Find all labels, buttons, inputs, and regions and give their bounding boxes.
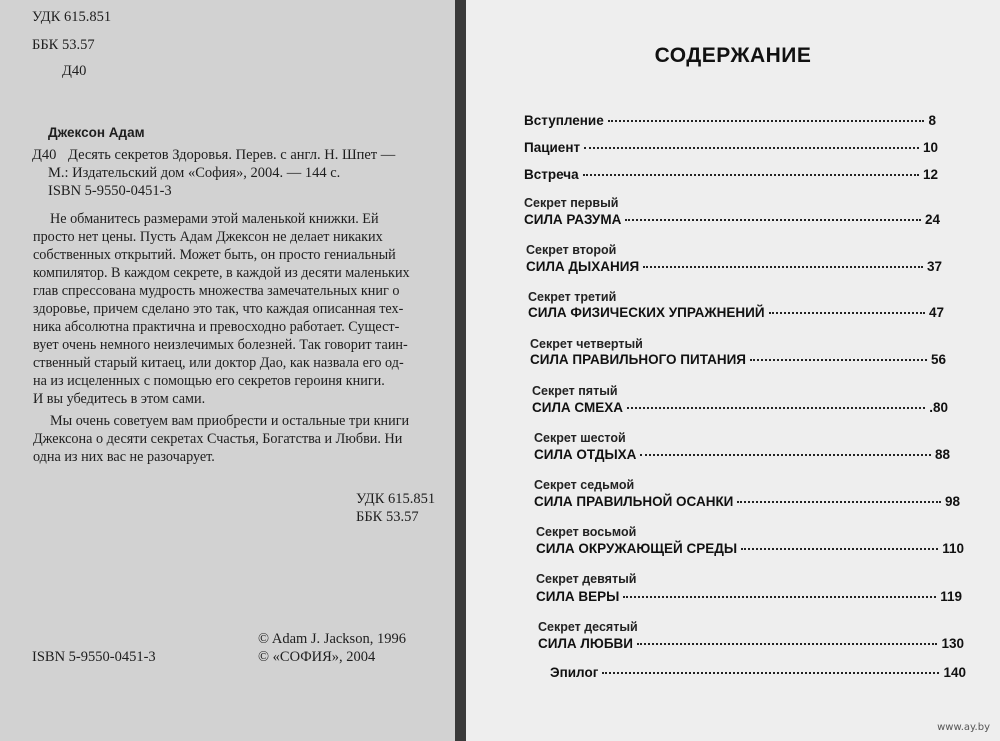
toc-entry-label: СИЛА ВЕРЫ [536, 589, 620, 604]
code-top: Д40 [62, 63, 87, 79]
toc-entry-label: СИЛА ДЫХАНИЯ [526, 259, 640, 274]
toc-entry-page: 88 [934, 447, 950, 462]
annotation-line: ственный старый китаец, или доктор Дао, как назвала его од- [33, 355, 404, 371]
copyright-author: © Adam J. Jackson, 1996 [258, 631, 406, 647]
code-inline: Д40 [32, 147, 57, 163]
dot-leader [750, 359, 927, 361]
toc-entry-label: Встреча [524, 167, 579, 182]
secret-number: Секрет второй [526, 243, 617, 257]
toc-entry-label: СИЛА ЛЮБВИ [538, 636, 633, 651]
secret-number: Секрет восьмой [536, 525, 637, 539]
toc-entry-label: Вступление [524, 113, 604, 128]
bbk-mid: ББК 53.57 [356, 509, 419, 525]
annotation-line: Не обманитесь размерами этой маленькой книжки. Ей [50, 211, 379, 227]
toc-entry [534, 446, 950, 464]
watermark: www.ay.by [937, 722, 990, 733]
annotation-line: одна из них вас не разочарует. [33, 449, 215, 465]
annotation-line: И вы убедитесь в этом сами. [33, 391, 206, 407]
toc-entry-page: 110 [942, 541, 964, 556]
udk-top: УДК 615.851 [32, 9, 112, 25]
annotation-line: просто нет цены. Пусть Адам Джексон не делает никаких [33, 229, 383, 245]
toc-entry-page: 56 [930, 352, 946, 367]
toc-entry-page: 37 [926, 259, 942, 274]
toc-entry [550, 664, 966, 682]
secret-number: Секрет девятый [536, 572, 637, 586]
dot-leader [637, 643, 937, 645]
toc-entry-label: СИЛА ПРАВИЛЬНОГО ПИТАНИЯ [530, 352, 747, 367]
toc-entry-label: СИЛА ПРАВИЛЬНОЙ ОСАНКИ [534, 494, 734, 509]
secret-number: Секрет десятый [538, 620, 638, 634]
dot-leader [627, 407, 925, 409]
author-name: Джексон Адам [48, 125, 145, 140]
toc-entry [524, 139, 938, 157]
dot-leader [602, 672, 939, 674]
toc-entry [538, 635, 964, 653]
toc-entry-page: 24 [924, 212, 940, 227]
toc-entry-label: СИЛА СМЕХА [532, 400, 623, 415]
toc-entry [536, 540, 964, 558]
annotation-line: собственных открытий. Может быть, он просто гениальный [33, 247, 396, 263]
toc-entry [526, 258, 942, 276]
secret-number: Секрет седьмой [534, 478, 635, 492]
isbn-bottom: ISBN 5-9550-0451-3 [32, 649, 156, 665]
dot-leader [737, 501, 941, 503]
dot-leader [643, 266, 923, 268]
annotation-line: компилятор. В каждом секрете, в каждой из десяти маленьких [33, 265, 410, 281]
toc-entry-page: 12 [922, 167, 938, 182]
biblio-line-1: Десять секретов Здоровья. Перев. с англ. Н. Шпет — [68, 147, 396, 163]
secret-number: Секрет первый [524, 196, 619, 210]
dot-leader [584, 147, 919, 149]
annotation-line: Мы очень советуем вам приобрести и остальные три книги [50, 413, 410, 429]
dot-leader [623, 596, 936, 598]
bbk-top: ББК 53.57 [32, 37, 95, 53]
toc-entry-label: СИЛА ФИЗИЧЕСКИХ УПРАЖНЕНИЙ [528, 305, 765, 320]
toc-entry [524, 166, 938, 184]
toc-entry-page: 119 [940, 589, 962, 604]
annotation-line: вует очень немного неизлечимых болезней. Так говорит таин- [33, 337, 408, 353]
toc-entry [530, 351, 946, 369]
dot-leader [769, 312, 925, 314]
copyright-publisher: © «СОФИЯ», 2004 [258, 649, 376, 665]
toc-title: СОДЕРЖАНИЕ [654, 44, 812, 67]
dot-leader [625, 219, 921, 221]
dot-leader [583, 174, 919, 176]
toc-entry-label: СИЛА РАЗУМА [524, 212, 622, 227]
toc-entry-label: СИЛА ОКРУЖАЮЩЕЙ СРЕДЫ [536, 541, 738, 556]
secret-number: Секрет четвертый [530, 337, 643, 351]
secret-number: Секрет третий [528, 290, 617, 304]
toc-entry [536, 588, 962, 606]
toc-entry [524, 211, 940, 229]
annotation-line: на из исцеленных с помощью его секретов героиня книги. [33, 373, 385, 389]
toc-entry-label: Пациент [524, 140, 581, 155]
dot-leader [640, 454, 931, 456]
toc-entry-page: 130 [941, 636, 964, 651]
toc-entry-page: 10 [922, 140, 938, 155]
toc-entry [524, 112, 936, 130]
secret-number: Секрет шестой [534, 431, 626, 445]
toc-entry-page: 47 [928, 305, 944, 320]
annotation-line: Джексона о десяти секретах Счастья, Богатства и Любви. Ни [33, 431, 403, 447]
left-page [0, 0, 470, 741]
secret-number: Секрет пятый [532, 384, 618, 398]
isbn-line: ISBN 5-9550-0451-3 [48, 183, 172, 199]
dot-leader [608, 120, 925, 122]
toc-entry-page: 140 [943, 665, 966, 680]
biblio-line-2: М.: Издательский дом «София», 2004. — 144 с. [48, 165, 341, 181]
toc-entry-page: 8 [928, 113, 936, 128]
right-page [466, 0, 1000, 741]
dot-leader [741, 548, 938, 550]
toc-entry-label: Эпилог [550, 665, 599, 680]
annotation-line: здоровье, причем сделано это так, что каждая описанная тех- [33, 301, 404, 317]
udk-mid: УДК 615.851 [356, 491, 436, 507]
annotation-line: глав спрессована мудрость множества замечательных книг о [33, 283, 400, 299]
toc-entry [532, 399, 948, 417]
toc-entry [528, 304, 944, 322]
toc-entry-page: 98 [944, 494, 960, 509]
annotation-line: ника абсолютна практична и превосходно работает. Сущест- [33, 319, 400, 335]
toc-entry [534, 493, 960, 511]
toc-entry-label: СИЛА ОТДЫХА [534, 447, 637, 462]
toc-entry-page: .80 [929, 400, 948, 415]
